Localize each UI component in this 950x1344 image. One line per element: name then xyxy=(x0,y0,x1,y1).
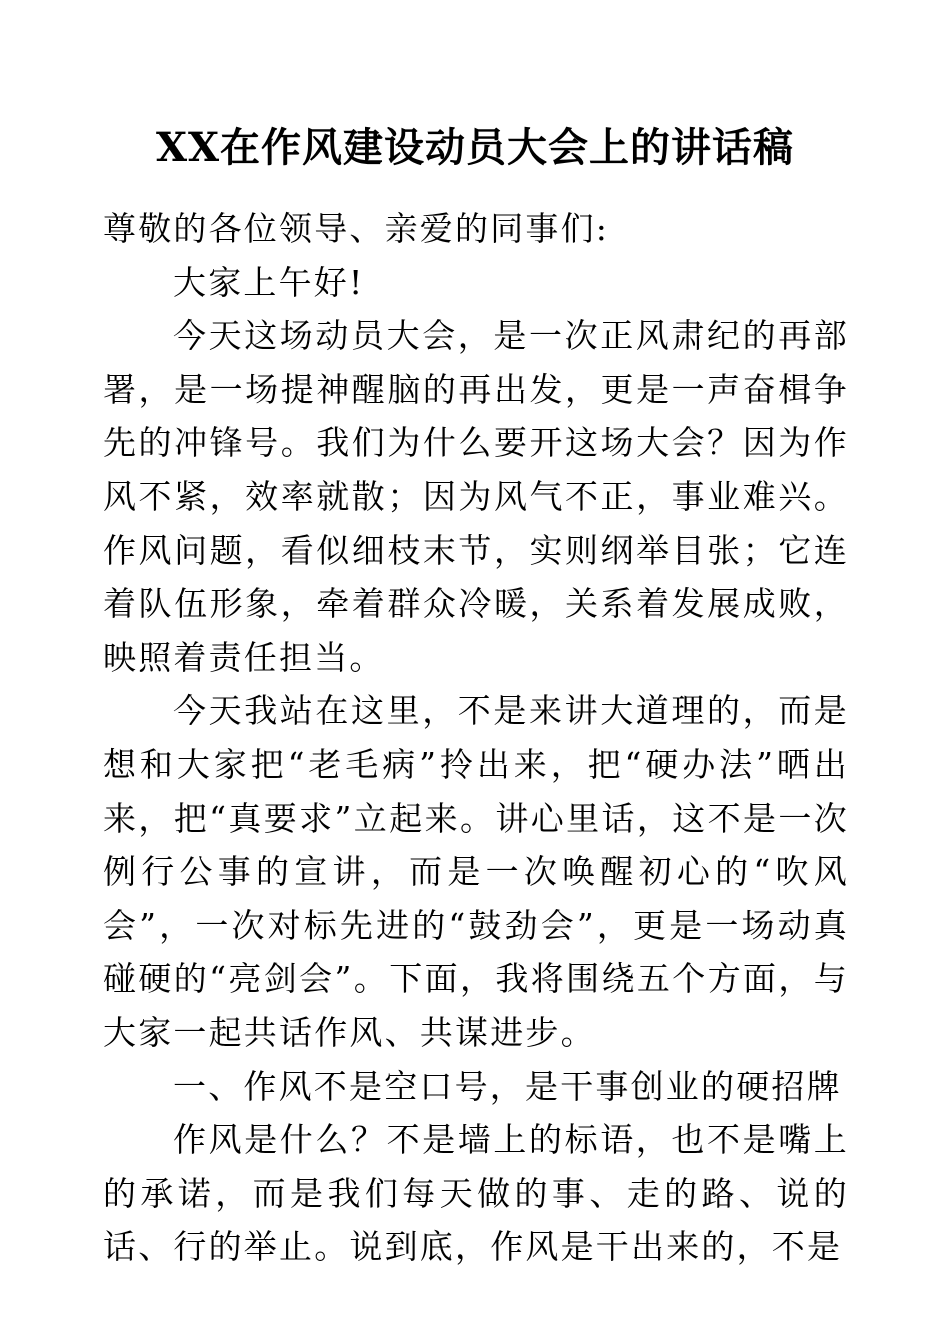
body-paragraph: 今天这场动员大会，是一次正风肃纪的再部署，是一场提神醒脑的再出发，更是一声奋楫争先的冲锋号。我们为什么要开这场大会？因为作风不紧，效率就散；因为风气不正，事业难兴。作风问题，看似细枝末节，实则纲举目张；它连着队伍形象，牵着群众冷暖，关系着发展成败，映照着责任担当。 xyxy=(103,316,849,677)
section-heading: 一、作风不是空口号，是干事创业的硬招牌 xyxy=(173,1066,842,1106)
greeting-paragraph: 大家上午好! xyxy=(173,262,365,302)
document-title: XX在作风建设动员大会上的讲话稿 xyxy=(155,124,795,171)
salutation: 尊敬的各位领导、亲爱的同事们: xyxy=(103,209,610,248)
body-paragraph: 今天我站在这里，不是来讲大道理的，而是想和大家把“老毛病”拎出来，把“硬办法”晒出来，把“真要求”立起来。讲心里话，这不是一次例行公事的宣讲，而是一次唤醒初心的“吹风会”，一次对标先进的“鼓劲会”，更是一场动真碰硬的“亮剑会”。下面，我将围绕五个方面，与大家一起共话作风、共谋进步。 xyxy=(103,691,849,1052)
document-body xyxy=(103,202,849,1274)
body-paragraph: 作风是什么？不是墙上的标语，也不是嘴上的承诺，而是我们每天做的事、走的路、说的话、行的举止。说到底，作风是干出来的，不是 xyxy=(103,1120,849,1267)
